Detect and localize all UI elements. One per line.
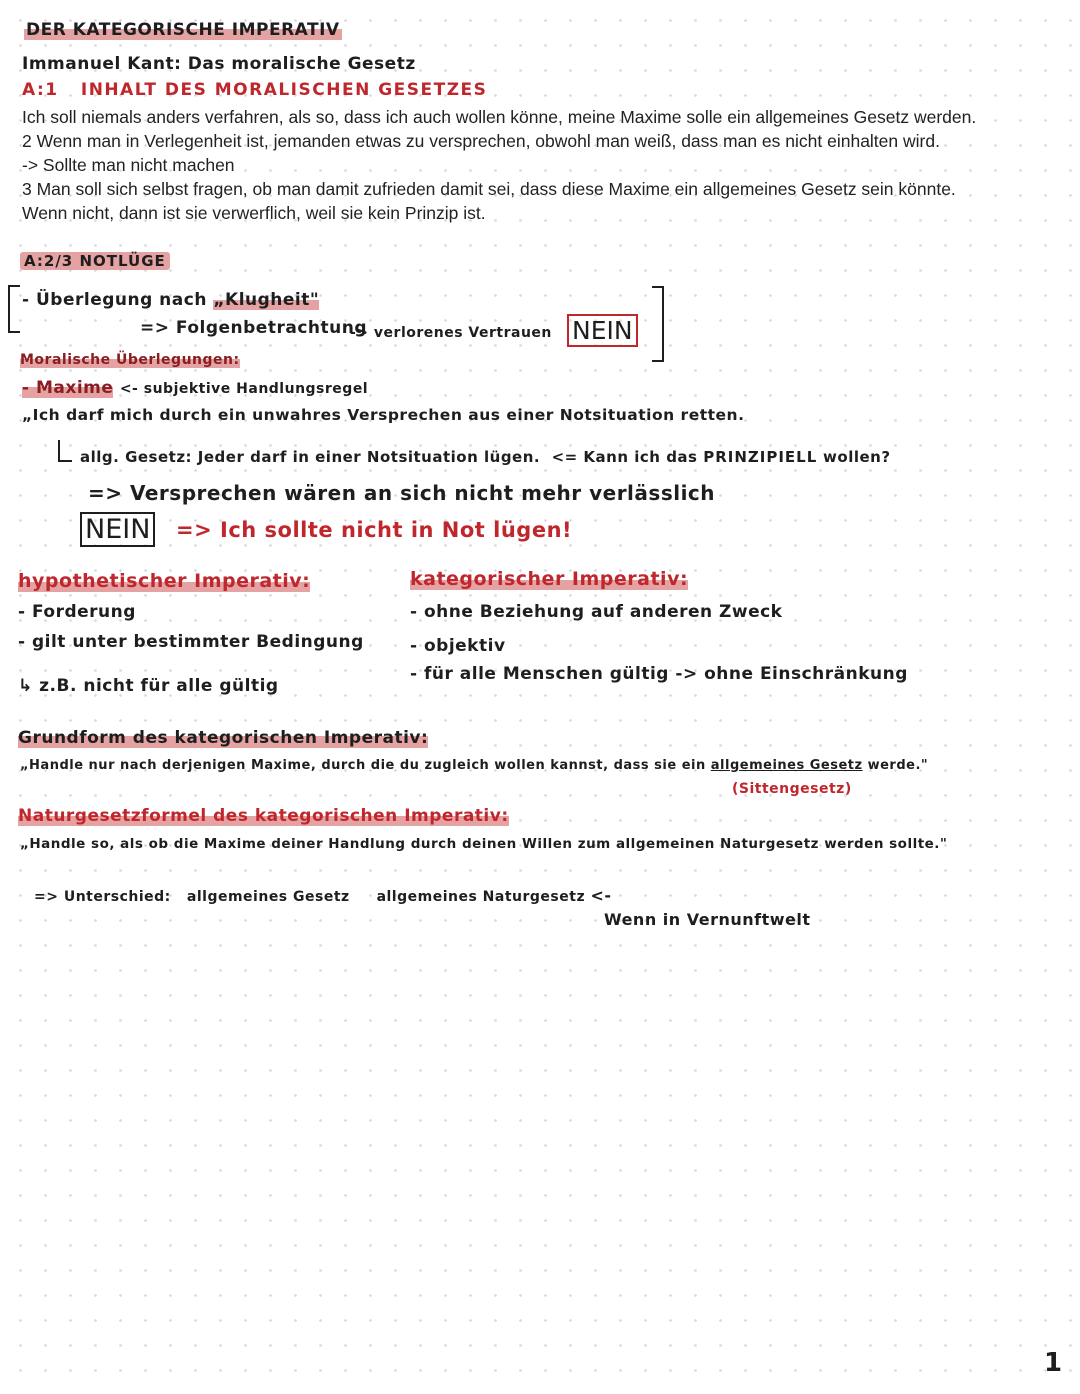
naturgesetz-quote: „Handle so, als ob die Maxime deiner Handlung durch deinen Willen zum allgemeinen Naturgesetz werden sollte." bbox=[20, 836, 948, 852]
section-a1-heading: A:1 INHALT DES MORALISCHEN GESETZES bbox=[22, 80, 488, 100]
a1-line-1: Ich soll niemals anders verfahren, als so, dass ich auch wollen könne, meine Maxime solle ein allgemeines Gesetz werden. bbox=[22, 107, 977, 127]
a1-line-5: Wenn nicht, dann ist sie verwerflich, weil sie kein Prinzip ist. bbox=[22, 203, 486, 223]
corner-arrow-icon bbox=[58, 440, 72, 462]
subtitle: Immanuel Kant: Das moralische Gesetz bbox=[22, 54, 416, 74]
unterschied-line: => Unterschied: allgemeines Gesetz allgemeines Naturgesetz <- bbox=[34, 886, 612, 905]
page-title: DER KATEGORISCHE IMPERATIV bbox=[26, 20, 340, 40]
maxime-quote: „Ich darf mich durch ein unwahres Versprechen aus einer Notsituation retten. bbox=[22, 406, 745, 424]
a1-line-4: 3 Man soll sich selbst fragen, ob man damit zufrieden damit sei, dass diese Maxime ein allgemeines Gesetz sein könnte. bbox=[22, 179, 956, 199]
nein-box-2: NEIN bbox=[80, 512, 155, 547]
sittengesetz-note: (Sittengesetz) bbox=[732, 781, 852, 797]
kat-item-1: - ohne Beziehung auf anderen Zweck bbox=[410, 602, 783, 622]
kategorisch-heading: kategorischer Imperativ: bbox=[410, 568, 689, 590]
section-a23-heading: A:2/3 NOTLÜGE bbox=[20, 251, 170, 271]
moralische-ueberlegungen: Moralische Überlegungen: bbox=[20, 352, 240, 368]
right-bracket bbox=[652, 286, 664, 362]
left-bracket bbox=[8, 285, 20, 333]
hypo-item-2: - gilt unter bestimmter Bedingung bbox=[18, 632, 364, 652]
folgenbetrachtung: => Folgenbetrachtung bbox=[140, 318, 367, 338]
a1-line-2: 2 Wenn man in Verlegenheit ist, jemanden etwas zu versprechen, obwohl man weiß, dass man es nicht einhalten wird. bbox=[22, 131, 940, 151]
naturgesetz-heading: Naturgesetzformel des kategorischen Imperativ: bbox=[18, 806, 509, 826]
conclusion: => Ich sollte nicht in Not lügen! bbox=[176, 518, 573, 542]
grundform-quote: „Handle nur nach derjenigen Maxime, durch die du zugleich wollen kannst, dass sie ein allgemeines Gesetz werde." bbox=[20, 758, 929, 773]
vernunftwelt-note: Wenn in Vernunftwelt bbox=[604, 910, 811, 929]
kat-item-3: - für alle Menschen gültig -> ohne Einschränkung bbox=[410, 664, 908, 684]
grundform-heading: Grundform des kategorischen Imperativ: bbox=[18, 728, 429, 748]
hypo-item-3: ↳ z.B. nicht für alle gültig bbox=[18, 676, 279, 696]
verlorenes-vertrauen: -> verlorenes Vertrauen bbox=[350, 325, 552, 341]
kat-item-2: - objektiv bbox=[410, 636, 506, 656]
a1-line-3: -> Sollte man nicht machen bbox=[22, 155, 235, 175]
page-number: 1 bbox=[1044, 1348, 1063, 1378]
versprechen-line: => Versprechen wären an sich nicht mehr verlässlich bbox=[88, 481, 716, 505]
hypothetisch-heading: hypothetischer Imperativ: bbox=[18, 570, 311, 592]
ueberlegung-line: - Überlegung nach „Klugheit" bbox=[22, 290, 320, 310]
nein-box-1: NEIN bbox=[567, 314, 638, 347]
maxime-line: - Maxime <- subjektive Handlungsregel bbox=[22, 378, 369, 398]
hypo-item-1: - Forderung bbox=[18, 602, 136, 622]
allgemeines-gesetz-line: allg. Gesetz: Jeder darf in einer Notsituation lügen. <= Kann ich das PRINZIPIELL wollen? bbox=[80, 448, 891, 466]
